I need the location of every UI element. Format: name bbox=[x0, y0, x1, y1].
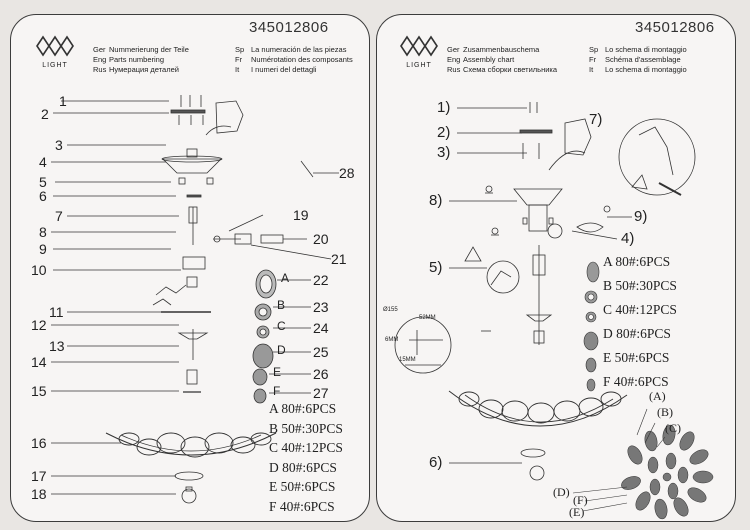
parts-numbering-sheet bbox=[10, 14, 370, 522]
glass-callout-b: (B) bbox=[657, 405, 673, 419]
dimension-height: 6MM bbox=[385, 337, 399, 343]
language-row: Ger Nummerierung der Teile Sp La numeración de las piezas bbox=[93, 45, 347, 54]
part-number: 345012806 bbox=[249, 19, 329, 36]
callout-16: 16 bbox=[31, 435, 47, 451]
spec-row: B 50#:30PCS bbox=[269, 420, 343, 436]
callout-1: 1 bbox=[59, 93, 67, 109]
spec-row: A 80#:6PCS bbox=[603, 254, 671, 269]
callout-13: 13 bbox=[49, 338, 65, 354]
callout-3: 3 bbox=[55, 137, 63, 153]
callout-9: 9 bbox=[39, 241, 47, 257]
callout-10: 10 bbox=[31, 262, 47, 278]
glass-letter-c: C bbox=[277, 319, 286, 333]
glass-callout-f: (F) bbox=[573, 493, 588, 507]
logo-text: LIGHT bbox=[42, 62, 68, 69]
callout-4: 4 bbox=[39, 154, 47, 170]
language-row: Eng Assembly chart Fr Schéma d'assemblage bbox=[447, 55, 681, 64]
callout-28: 28 bbox=[339, 165, 355, 181]
spec-row: A 80#:6PCS bbox=[269, 401, 337, 416]
glass-pieces bbox=[584, 262, 599, 391]
assembly-chart-sheet bbox=[376, 14, 736, 522]
callout-12: 12 bbox=[31, 317, 47, 333]
callout-2: 2 bbox=[41, 106, 49, 122]
glass-letter-a: A bbox=[281, 271, 290, 285]
language-row: Rus Нумерация деталей It I numeri del dettagli bbox=[93, 65, 317, 74]
shade-rings bbox=[459, 392, 621, 423]
spec-row: C 40#:12PCS bbox=[269, 440, 343, 456]
callout-11: 11 bbox=[49, 304, 64, 320]
callout-25: 25 bbox=[313, 344, 329, 360]
glass-spec-list bbox=[269, 399, 343, 517]
logo-text: LIGHT bbox=[406, 62, 432, 69]
callout-27: 27 bbox=[313, 385, 329, 401]
callout-8: 8) bbox=[429, 192, 443, 209]
dimension-diameter: Ø155 bbox=[383, 307, 398, 313]
glass-callout-c: (C) bbox=[665, 421, 681, 435]
spec-row: D 80#:6PCS bbox=[603, 326, 671, 341]
callout-7: 7) bbox=[589, 111, 603, 128]
glass-spec-list bbox=[603, 250, 677, 394]
spec-row: E 50#:6PCS bbox=[269, 479, 336, 495]
callout-4: 4) bbox=[621, 230, 635, 247]
glass-letter-b: B bbox=[277, 298, 286, 312]
callout-5: 5 bbox=[39, 174, 47, 190]
callout-17: 17 bbox=[31, 468, 47, 484]
callout-3: 3) bbox=[437, 144, 451, 161]
glass-letter-e: E bbox=[273, 365, 282, 379]
callout-24: 24 bbox=[313, 320, 329, 336]
spec-row: B 50#:30PCS bbox=[603, 278, 677, 293]
callout-1: 1) bbox=[437, 99, 451, 116]
callout-23: 23 bbox=[313, 299, 329, 315]
language-row: Ger Zusammenbauschema Sp Lo schema di montaggio bbox=[447, 45, 687, 54]
glass-letter-d: D bbox=[277, 343, 286, 357]
part-number: 345012806 bbox=[635, 19, 715, 36]
callout-6: 6) bbox=[429, 454, 443, 471]
callout-9: 9) bbox=[634, 208, 648, 225]
glass-callout-e: (E) bbox=[569, 505, 585, 519]
dimension-length: 52MM bbox=[419, 315, 436, 321]
callout-2: 2) bbox=[437, 124, 451, 141]
spec-row: C 40#:12PCS bbox=[603, 302, 677, 317]
callout-19: 19 bbox=[293, 207, 309, 223]
callout-26: 26 bbox=[313, 366, 329, 382]
callout-6: 6 bbox=[39, 188, 47, 204]
callout-18: 18 bbox=[31, 486, 47, 502]
glass-callout-a: (A) bbox=[649, 389, 666, 403]
dimension-width: 15MM bbox=[399, 357, 416, 363]
callout-22: 22 bbox=[313, 272, 329, 288]
callout-14: 14 bbox=[31, 354, 47, 370]
callout-20: 20 bbox=[313, 231, 329, 247]
callout-8: 8 bbox=[39, 224, 47, 240]
language-row: Eng Parts numbering Fr Numérotation des composants bbox=[93, 55, 353, 64]
glass-callout-d: (D) bbox=[553, 485, 570, 499]
spec-row: E 50#:6PCS bbox=[603, 350, 670, 365]
callout-15: 15 bbox=[31, 383, 47, 399]
spec-row: F 40#:6PCS bbox=[603, 374, 669, 389]
spec-row: D 80#:6PCS bbox=[269, 459, 337, 475]
callout-21: 21 bbox=[331, 251, 347, 267]
glass-flower-pattern bbox=[620, 424, 713, 520]
language-row: Rus Схема сборки светильника It Lo schema di montaggio bbox=[447, 65, 687, 74]
spec-row: F 40#:6PCS bbox=[269, 498, 335, 514]
callout-5: 5) bbox=[429, 259, 443, 276]
callout-7: 7 bbox=[55, 208, 63, 224]
glass-letter-f: F bbox=[273, 384, 281, 398]
